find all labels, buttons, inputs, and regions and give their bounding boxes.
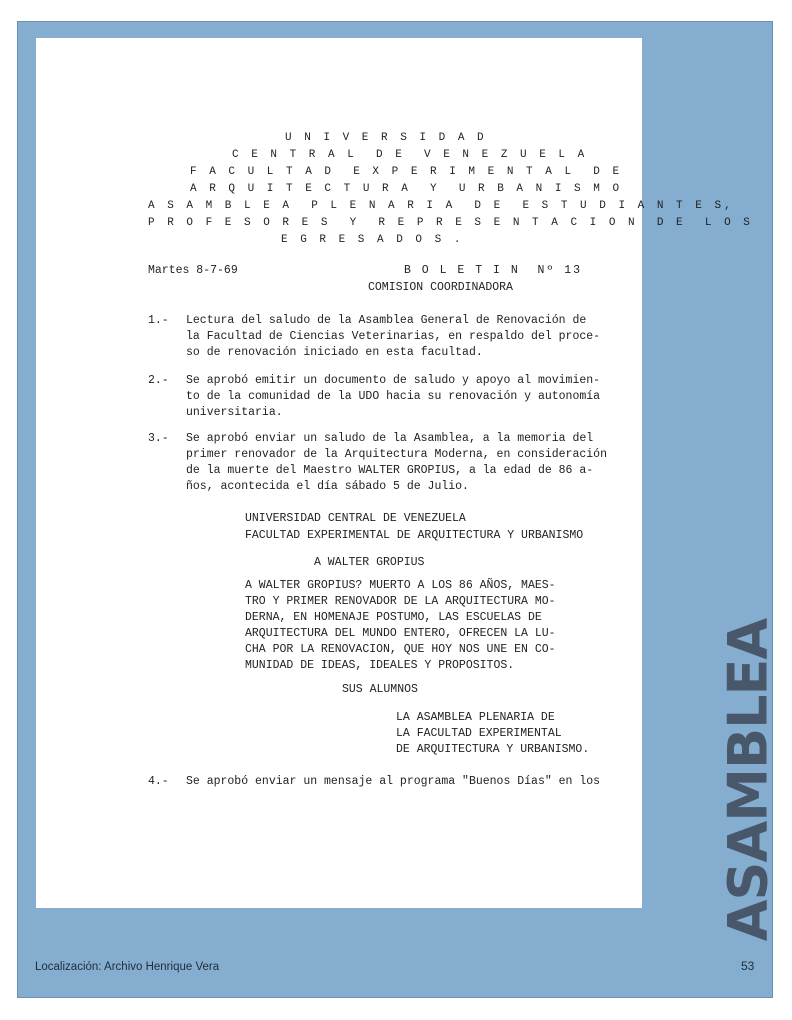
item-3-line: Se aprobó enviar un saludo de la Asamblea, a la memoria del bbox=[186, 432, 594, 445]
page-number: 53 bbox=[741, 959, 755, 973]
message-body-line: A WALTER GROPIUS? MUERTO A LOS 86 AÑOS, MAES- bbox=[245, 579, 556, 592]
header-line-5: A S A M B L E A P L E N A R I A D E E S T U D I A N T E S, bbox=[148, 200, 734, 212]
message-body-line: CHA POR LA RENOVACION, QUE HOY NOS UNE EN CO- bbox=[245, 643, 556, 656]
item-2-line: universitaria. bbox=[186, 406, 283, 419]
item-3-line: primer renovador de la Arquitectura Moderna, en consideración bbox=[186, 448, 607, 461]
header-line-1: U N I V E R S I D A D bbox=[285, 132, 487, 144]
bulletin-number: B O L E T I N Nº 13 bbox=[404, 264, 583, 277]
commission-label: COMISION COORDINADORA bbox=[368, 281, 513, 294]
sidebar-title: ASAMBLEA bbox=[716, 618, 780, 942]
item-2-number: 2.- bbox=[148, 374, 169, 387]
message-org-line: FACULTAD EXPERIMENTAL DE ARQUITECTURA Y URBANISMO bbox=[245, 529, 584, 542]
signature-line: DE ARQUITECTURA Y URBANISMO. bbox=[396, 743, 590, 756]
header-line-6: P R O F E S O R E S Y R E P R E S E N T A C I O N D E L O S bbox=[148, 217, 753, 229]
scanned-document bbox=[36, 38, 753, 908]
message-body-line: ARQUITECTURA DEL MUNDO ENTERO, OFRECEN LA LU- bbox=[245, 627, 556, 640]
document-date: Martes 8-7-69 bbox=[148, 264, 238, 277]
message-body-line: DERNA, EN HOMENAJE POSTUMO, LAS ESCUELAS DE bbox=[245, 611, 542, 624]
message-body-line: MUNIDAD DE IDEAS, IDEALES Y PROPOSITOS. bbox=[245, 659, 515, 672]
footer-source: Localización: Archivo Henrique Vera bbox=[35, 961, 220, 973]
header-line-4: A R Q U I T E C T U R A Y U R B A N I S M O bbox=[190, 183, 623, 195]
item-3-number: 3.- bbox=[148, 432, 169, 445]
item-2-line: Se aprobó emitir un documento de saludo y apoyo al movimien- bbox=[186, 374, 601, 387]
signature-line: LA ASAMBLEA PLENARIA DE bbox=[396, 711, 555, 724]
item-1-line: la Facultad de Ciencias Veterinarias, en respaldo del proce- bbox=[186, 330, 601, 343]
document-text bbox=[36, 38, 753, 908]
item-3-line: ños, acontecida el día sábado 5 de Julio. bbox=[186, 480, 469, 493]
header-line-2: C E N T R A L D E V E N E Z U E L A bbox=[232, 149, 588, 161]
item-1-line: Lectura del saludo de la Asamblea General de Renovación de bbox=[186, 314, 587, 327]
message-org-line: UNIVERSIDAD CENTRAL DE VENEZUELA bbox=[245, 512, 466, 525]
message-body-line: TRO Y PRIMER RENOVADOR DE LA ARQUITECTURA MO- bbox=[245, 595, 556, 608]
item-1-number: 1.- bbox=[148, 314, 169, 327]
message-heading: A WALTER GROPIUS bbox=[314, 556, 425, 569]
header-line-7: E G R E S A D O S . bbox=[281, 234, 464, 246]
signature-line: LA FACULTAD EXPERIMENTAL bbox=[396, 727, 562, 740]
message-signoff: SUS ALUMNOS bbox=[342, 683, 418, 696]
header-line-3: F A C U L T A D E X P E R I M E N T A L D E bbox=[190, 166, 623, 178]
item-1-line: so de renovación iniciado en esta facultad. bbox=[186, 346, 483, 359]
item-2-line: to de la comunidad de la UDO hacia su renovación y autonomía bbox=[186, 390, 601, 403]
item-3-line: de la muerte del Maestro WALTER GROPIUS, a la edad de 86 a- bbox=[186, 464, 594, 477]
item-4-number: 4.- bbox=[148, 775, 169, 788]
item-4-line: Se aprobó enviar un mensaje al programa "Buenos Días" en los bbox=[186, 775, 601, 788]
